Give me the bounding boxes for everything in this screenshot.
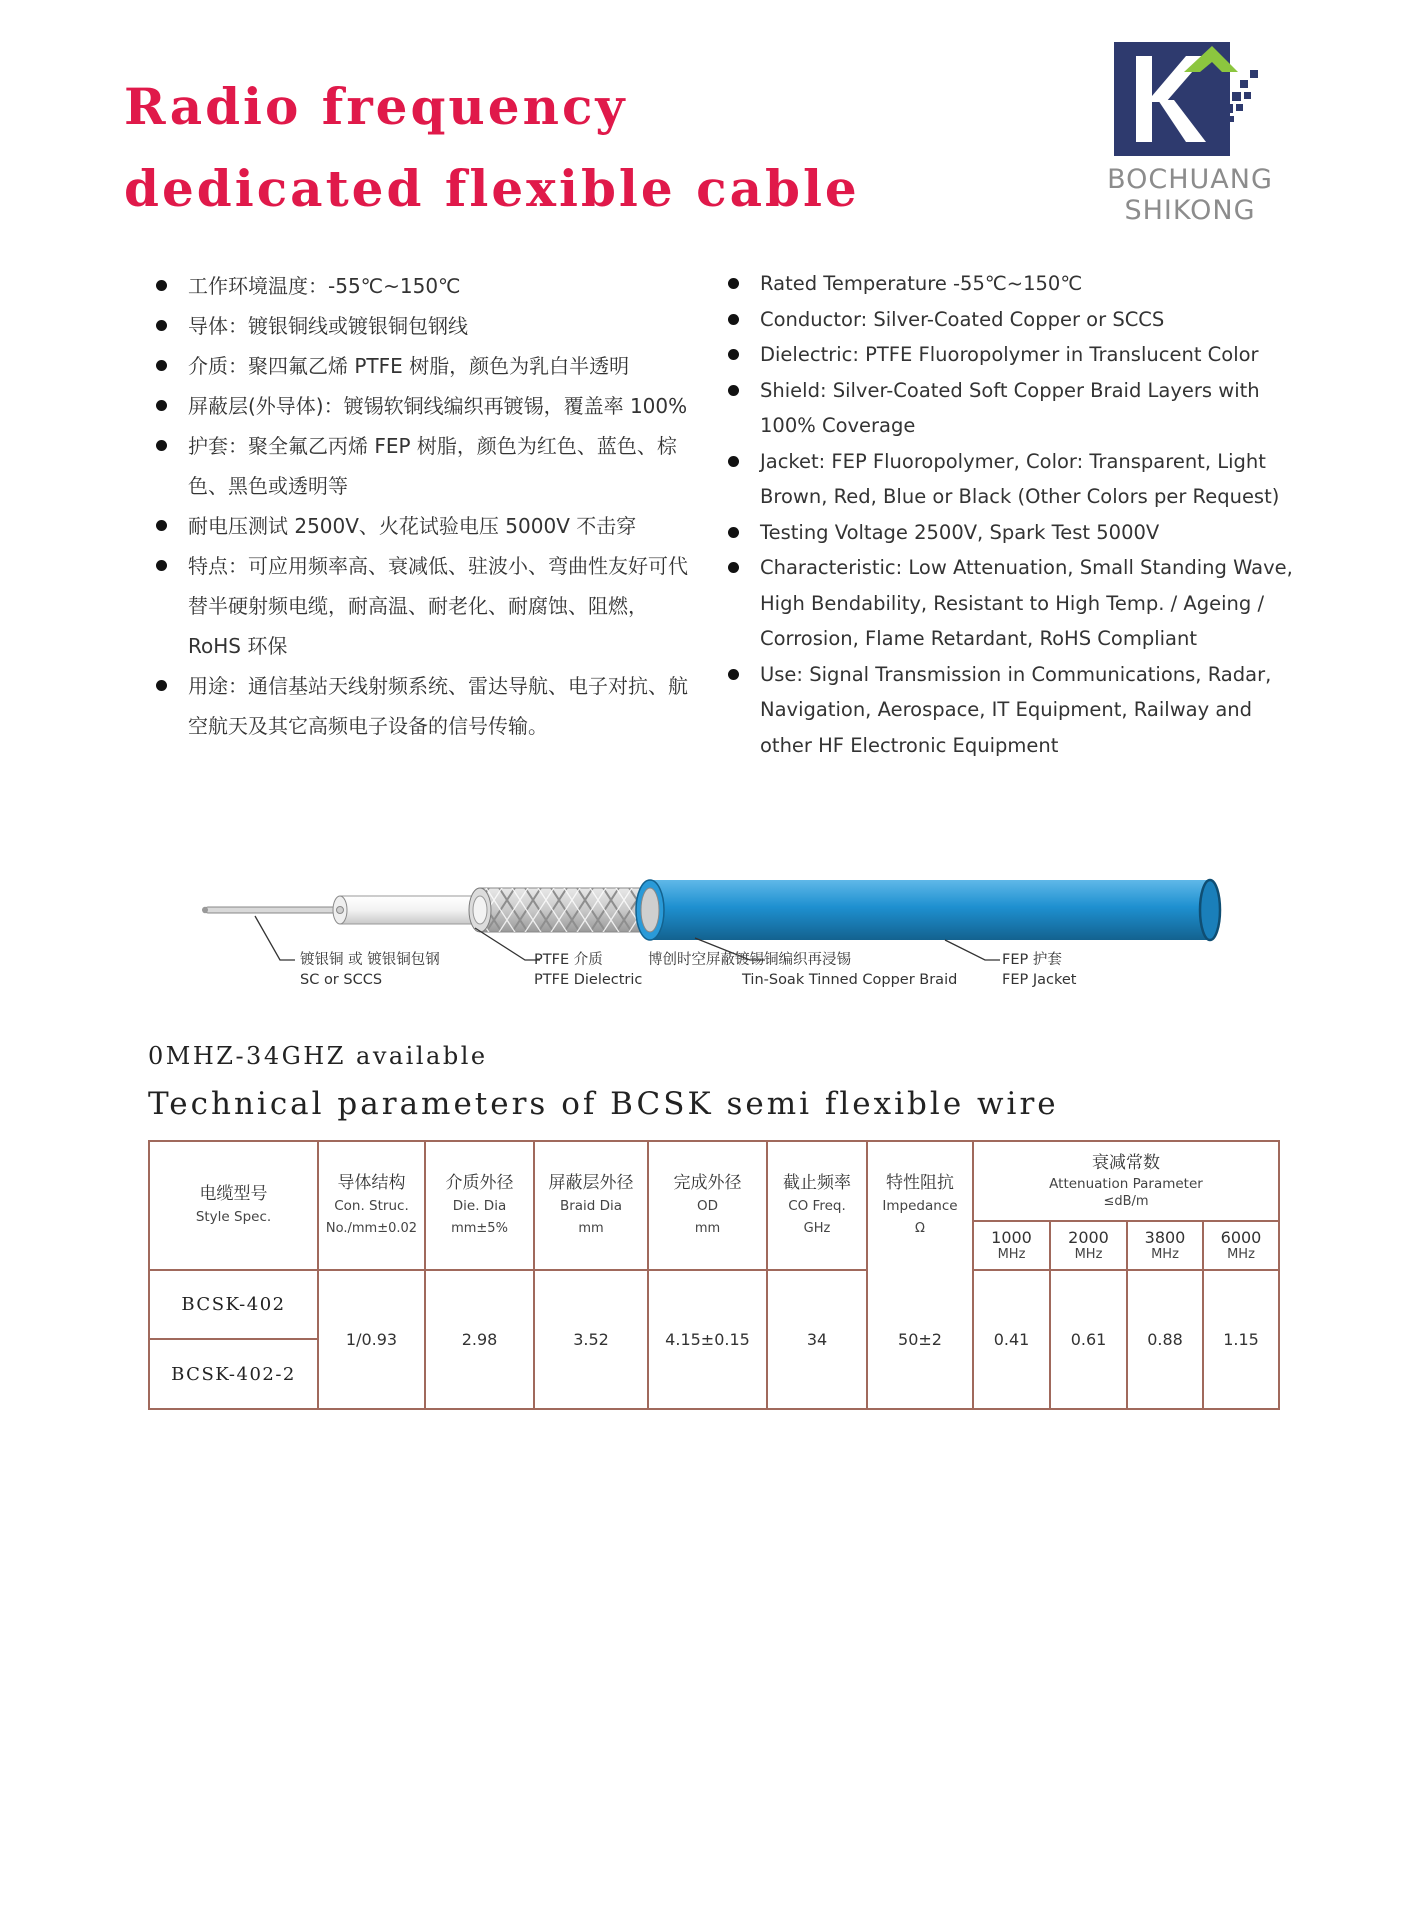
list-item: 屏蔽层(外导体)：镀锡软铜线编织再镀锡，覆盖率 100%	[150, 386, 690, 426]
braid-label: 博创时空屏蔽镀锡铜编织再浸锡 Tin-Soak Tinned Copper Braid	[648, 952, 958, 988]
conductor-end	[202, 907, 208, 913]
list-item: 导体：镀银铜线或镀银铜包钢线	[150, 306, 690, 346]
list-item: Jacket: FEP Fluoropolymer, Color: Transparent, Light Brown, Red, Blue or Black (Other Colors per Request)	[722, 444, 1302, 515]
dielectric-label: PTFE 介质 PTFE Dielectric	[534, 952, 643, 988]
table-row: BCSK-402	[181, 1294, 286, 1315]
header-attenuation: 衰减常数 Attenuation Parameter ≤dB/m	[1049, 1153, 1203, 1209]
header-freq-6000: 6000 MHz	[1220, 1228, 1262, 1262]
value-atten-2000: 0.61	[1070, 1330, 1107, 1349]
list-item: Conductor: Silver-Coated Copper or SCCS	[722, 302, 1302, 338]
frequency-note: 0MHZ-34GHZ available	[148, 1042, 488, 1070]
company-logo	[1040, 36, 1340, 226]
value-dielectric: 2.98	[461, 1330, 498, 1349]
list-item: 耐电压测试 2500V、火花试验电压 5000V 不击穿	[150, 506, 690, 546]
title-line-1: Radio frequency	[124, 77, 628, 136]
title-line-2: dedicated flexible cable	[124, 159, 860, 218]
list-item: Shield: Silver-Coated Soft Copper Braid Layers with 100% Coverage	[722, 373, 1302, 444]
value-impedance: 50±2	[898, 1330, 942, 1349]
page-title	[124, 66, 860, 230]
jacket-label: FEP 护套 FEP Jacket	[1002, 952, 1077, 988]
jacket-shape	[650, 880, 1210, 940]
header-freq-1000: 1000 MHz	[991, 1228, 1032, 1262]
list-item: 特点：可应用频率高、衰减低、驻波小、弯曲性友好可代替半硬射频电缆，耐高温、耐老化、耐腐蚀、阻燃，RoHS 环保	[150, 546, 690, 666]
list-item: 介质：聚四氟乙烯 PTFE 树脂，颜色为乳白半透明	[150, 346, 690, 386]
header-conductor: 导体结构 Con. Struc. No./mm±0.02	[325, 1173, 418, 1236]
logo-mark-icon	[1114, 42, 1266, 157]
features-list-cn	[150, 266, 690, 746]
list-item: Rated Temperature -55℃~150℃	[722, 266, 1302, 302]
value-od: 4.15±0.15	[665, 1330, 750, 1349]
value-braid: 3.52	[573, 1330, 609, 1349]
value-cofreq: 34	[806, 1330, 828, 1349]
list-item: 工作环境温度：-55℃~150℃	[150, 266, 690, 306]
header-freq-3800: 3800 MHz	[1144, 1228, 1186, 1262]
header-style: 电缆型号 Style Spec.	[195, 1184, 272, 1225]
dielectric-shape	[340, 896, 480, 924]
header-impedance: 特性阻抗 Impedance Ω	[882, 1173, 958, 1236]
list-item: Characteristic: Low Attenuation, Small Standing Wave, High Bendability, Resistant to High Temp. / Ageing / Corrosion, Flame Retardant, RoHS Compliant	[722, 550, 1302, 657]
value-conductor: 1/0.93	[345, 1330, 398, 1349]
header-od: 完成外径 OD mm	[673, 1173, 742, 1236]
header-cofreq: 截止频率 CO Freq. GHz	[783, 1173, 851, 1236]
list-item: Use: Signal Transmission in Communications, Radar, Navigation, Aerospace, IT Equipment, Railway and other HF Electronic Equipment	[722, 657, 1302, 764]
conductor-shape	[205, 907, 340, 913]
header-dielectric: 介质外径 Die. Dia mm±5%	[445, 1173, 514, 1236]
list-item: Testing Voltage 2500V, Spark Test 5000V	[722, 515, 1302, 551]
header-braid: 屏蔽层外径 Braid Dia mm	[548, 1173, 634, 1236]
conductor-label: 镀银铜 或 镀银铜包钢 SC or SCCS	[300, 952, 440, 988]
list-item: 用途：通信基站天线射频系统、雷达导航、电子对抗、航空航天及其它高频电子设备的信号传输。	[150, 666, 690, 746]
header-freq-2000: 2000 MHz	[1068, 1228, 1109, 1262]
logo-text: BOCHUANG SHIKONG	[1107, 164, 1273, 226]
table-title: Technical parameters of BCSK semi flexible wire	[148, 1086, 1059, 1122]
list-item: 护套：聚全氟乙丙烯 FEP 树脂，颜色为红色、蓝色、棕色、黑色或透明等	[150, 426, 690, 506]
table-row: BCSK-402-2	[171, 1363, 296, 1385]
value-atten-3800: 0.88	[1147, 1330, 1183, 1349]
value-atten-1000: 0.41	[993, 1330, 1030, 1349]
features-list-en	[722, 266, 1302, 763]
list-item: Dielectric: PTFE Fluoropolymer in Translucent Color	[722, 337, 1302, 373]
value-atten-6000: 1.15	[1223, 1330, 1259, 1349]
parameter-table	[148, 1140, 1280, 1410]
